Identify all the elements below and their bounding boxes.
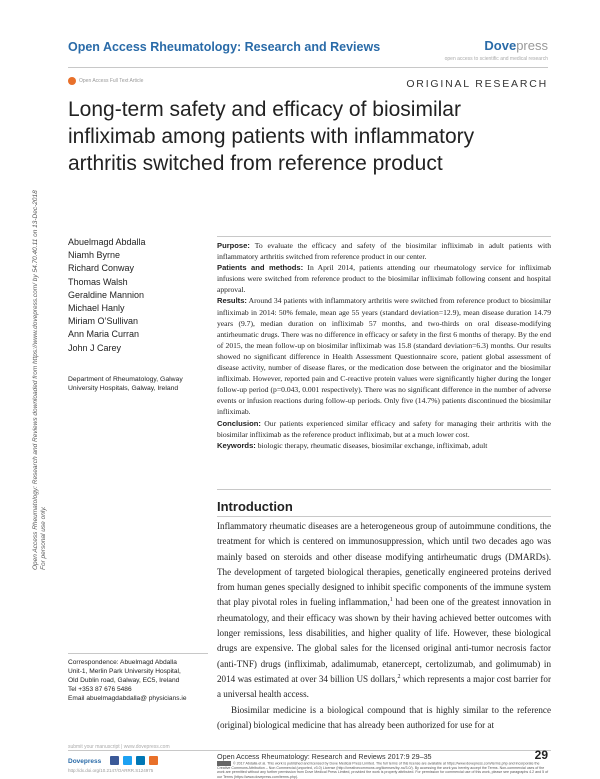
correspondence-block	[68, 658, 218, 703]
dovepress-logo	[484, 38, 548, 53]
doi-link[interactable]: http://dx.doi.org/10.2147/OARRR.S124975	[68, 768, 154, 773]
citation-ref[interactable]: 2	[397, 673, 401, 680]
author: Miriam O’Sullivan	[68, 316, 139, 327]
journal-citation: Open Access Rheumatology: Research and Reviews 2017:9 29–35	[217, 752, 432, 761]
correspondence-label: Correspondence: Abuelmagd Abdalla	[68, 659, 177, 666]
section-heading-introduction: Introduction	[217, 499, 293, 514]
abstract-purpose: Purpose: To evaluate the efficacy and safety of the biosimilar infliximab in adult patients with inflammatory arthritis switched from reference product in our center.	[217, 241, 551, 262]
author: Richard Conway	[68, 263, 135, 274]
abstract	[217, 240, 551, 451]
author: John J Carey	[68, 342, 122, 353]
article-type: ORIGINAL RESEARCH	[406, 78, 548, 90]
watermark-line-1: Open Access Rheumatology: Research and Reviews downloaded from https://www.dovepress.com/ by 54.70.40.11 on 13-Dec-2018	[32, 190, 39, 570]
header-divider	[68, 67, 548, 68]
facebook-icon[interactable]	[110, 756, 119, 765]
open-access-icon	[68, 77, 76, 85]
correspondence-address-1: Unit-1, Merlin Park University Hospital,	[68, 668, 181, 675]
author: Ann Maria Curran	[68, 329, 140, 340]
correspondence-address-2: Old Dublin road, Galway, EC5, Ireland	[68, 677, 180, 684]
open-access-badge	[68, 77, 143, 85]
dovepress-footer-logo[interactable]: Dovepress	[68, 758, 102, 765]
citation-ref[interactable]: 1	[389, 597, 393, 604]
license-text: © 2017 Abdalla et al. This work is published and licensed by Dove Medical Press Limited. The full terms of this license are available at https://www.dovepress.com/terms.php and incorporate the Creative Commons Attribution – Non Commercial (unported, v3.0) License (http://creativecommons.org/licenses/by-nc/3.0/). By accessing the work you hereby accept the Terms. Non-commercial uses of the work are permitted without any further permission from Dove Medical Press Limited, provided the work is properly attributed. For permission for commercial use of this work, please see paragraphs 4.2 and 5 of our Terms (https://www.dovepress.com/terms.php).	[217, 761, 549, 779]
author: Michael Hanly	[68, 303, 125, 314]
correspondence-rule	[68, 653, 208, 654]
author: Thomas Walsh	[68, 276, 128, 287]
email-icon[interactable]	[149, 756, 158, 765]
journal-title: Open Access Rheumatology: Research and Reviews	[68, 40, 381, 54]
twitter-icon[interactable]	[123, 756, 132, 765]
footer-divider	[68, 750, 551, 751]
watermark-line-2: For personal use only.	[40, 506, 47, 570]
author: Niamh Byrne	[68, 250, 121, 261]
brand-tagline: open access to scientific and medical research	[444, 56, 548, 62]
introduction-body	[217, 519, 551, 733]
abstract-methods: Patients and methods: In April 2014, patients attending our rheumatology service for infliximab infusions were switched from reference product to the biosimilar infliximab following consent and hospital approval.	[217, 263, 551, 295]
social-links	[110, 756, 158, 765]
abstract-conclusion: Conclusion: Our patients experienced similar efficacy and safety for managing their arthritis with the biosimilar infliximab as the reference product infliximab, but at a much lower cost.	[217, 418, 551, 439]
author: Abuelmagd Abdalla	[68, 237, 146, 247]
author-list	[68, 236, 208, 355]
abstract-bottom-rule	[217, 489, 551, 490]
correspondence-email[interactable]: Email abuelmagdabdalla@ physicians.ie	[68, 695, 187, 702]
brand-prefix: Dove	[484, 38, 517, 53]
page-number: 29	[534, 748, 548, 762]
abstract-top-rule	[217, 236, 551, 237]
section-heading-rule	[217, 516, 551, 517]
intro-paragraph-1: Inflammatory rheumatic diseases are a heterogeneous group of autoimmune conditions, the treatment for which is centered on immunosuppression, which until two decades ago was mainly based on steroids and other disease modifying antirheumatic drugs (DMARDs). The development of targeted biological therapies, genetically engineered proteins derived from human genes specially designed to inhibit specific components of the immune system that play pivotal roles in fueling inflammation,$^1$ had been one of the greatest innovation in rheumatology, and their efficacy was shown by their having achieved better outcomes with longer remissions, less disabilities, and higher quality of life. However, these biological drugs are expensive. The global sales for the licensed original anti-tumor necrosis factor (anti-TNF) drugs (infliximab, adalimumab, etanercept, certolizumab, and golimumab) in 2014 was estimated at over 34 billion US dollars,$^2$ which represents a major cost barrier for a universal health access.	[217, 521, 552, 700]
abstract-results: Results: Around 34 patients with inflammatory arthritis were switched from reference product to biosimilar infliximab in 2014: 50% female, mean age 55 years (standard deviation=12.9), mean disease duration 14.79 years (9.7), median duration on infliximab 57 months, and two-thirds on oral disease-modifying antirheumatic drugs. There was no difference in efficacy or safety in the first 6 months of therapy. By the end of 2015, the mean follow-up on biosimilar infliximab was 15.8 (standard deviation=6.3) months. Our results showed no significant difference in Health Assessment Questionnaire score, patient global assessment of disease activity, number of disease flares, or the medication dose between the originator and the biosimilar infliximab. However, reported pain and C-reactive protein values were significantly higher during the longer follow-up period (p=0.043, 0.001 respectively). There was no significant difference in the number of adverse events or infusion reactions during follow-up periods. Only five (14.7%) patients discontinued the biosimilar infliximab.	[217, 296, 551, 417]
intro-paragraph-2: Biosimilar medicine is a biological compound that is highly similar to the reference (original) biological medicine that has already been authorized for use for at	[217, 704, 551, 730]
download-watermark	[32, 90, 47, 570]
brand-suffix: press	[516, 38, 548, 53]
correspondence-tel: Tel +353 87 676 5486	[68, 686, 132, 693]
submit-manuscript-link[interactable]: submit your manuscript | www.dovepress.com	[68, 744, 170, 750]
affiliation: Department of Rheumatology, Galway University Hospitals, Galway, Ireland	[68, 376, 183, 392]
article-title: Long-term safety and efficacy of biosimilar infliximab among patients with inflammatory arthritis switched from reference product	[68, 98, 475, 175]
abstract-keywords: Keywords: biologic therapy, rheumatic diseases, biosimilar exchange, infliximab, adult	[217, 440, 488, 450]
open-access-label: Open Access Full Text Article	[79, 78, 144, 84]
author: Geraldine Mannion	[68, 289, 145, 300]
linkedin-icon[interactable]	[136, 756, 145, 765]
